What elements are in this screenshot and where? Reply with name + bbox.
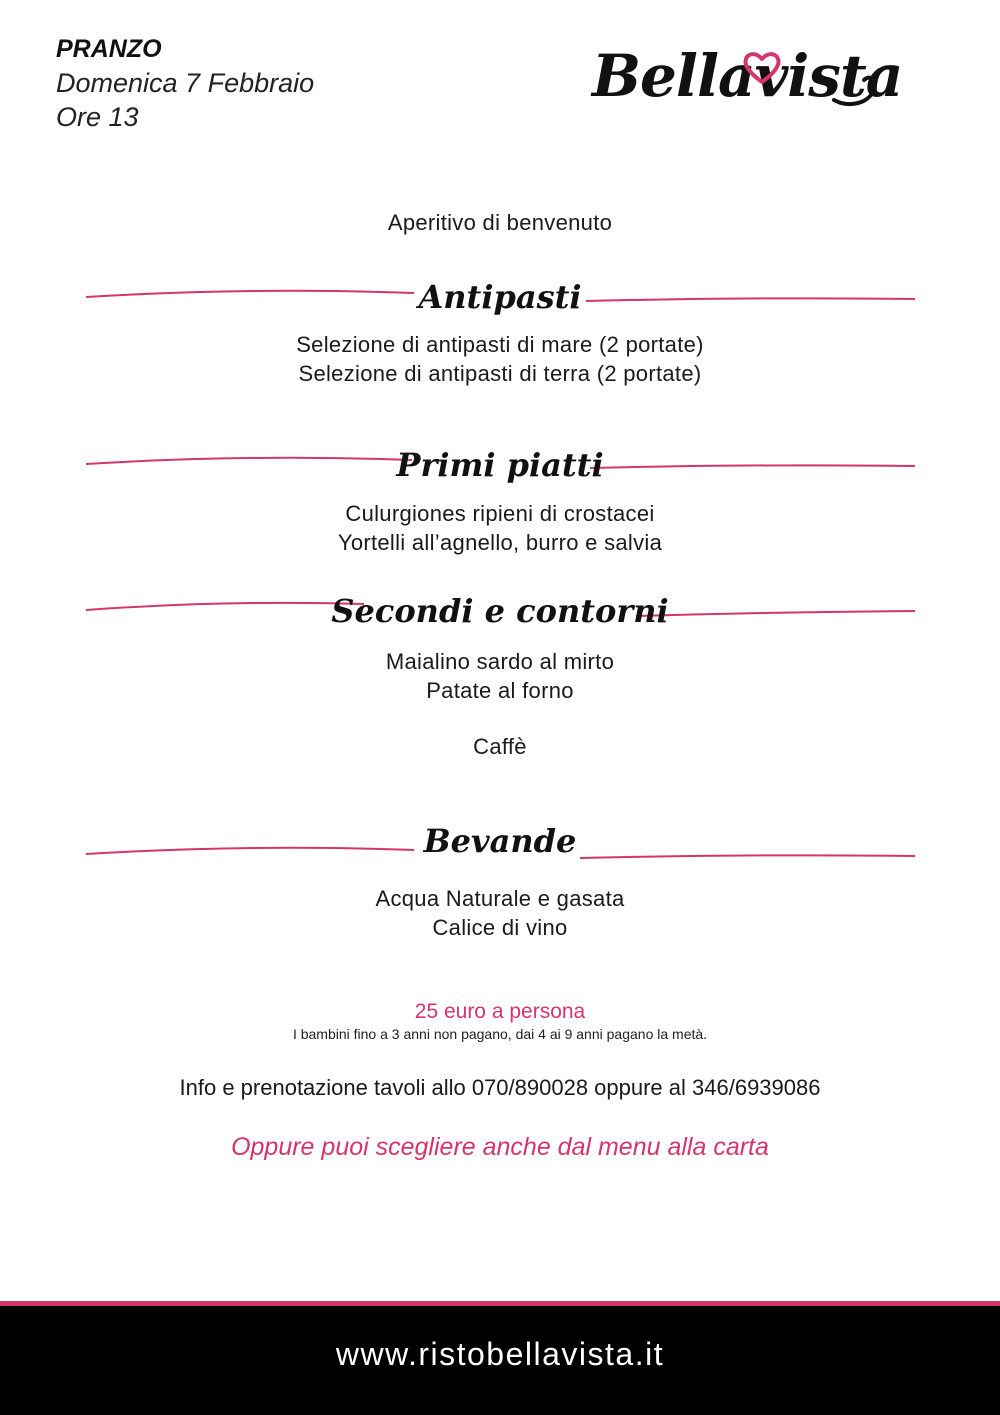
reservation-info: Info e prenotazione tavoli allo 070/890028 oppure al 346/6939086	[179, 1075, 821, 1100]
logo-wordmark: Bellavista	[592, 42, 903, 110]
coffee-item: Caffè	[473, 734, 527, 759]
meal-label: PRANZO	[56, 35, 162, 63]
secondi-item: Patate al forno	[426, 678, 574, 703]
section-title-primi: Primi piatti	[396, 446, 604, 484]
bevande-item: Calice di vino	[432, 915, 568, 940]
section-title-antipasti: Antipasti	[418, 278, 582, 316]
event-date: Domenica 7 Febbraio	[56, 68, 315, 98]
bevande-item: Acqua Naturale e gasata	[375, 886, 625, 911]
section-title-bevande: Bevande	[423, 822, 577, 860]
footer	[0, 1306, 1000, 1415]
welcome-aperitivo: Aperitivo di benvenuto	[387, 210, 613, 235]
children-pricing-note: I bambini fino a 3 anni non pagano, dai 4 ai 9 anni pagano la metà.	[292, 1026, 708, 1042]
section-title-secondi: Secondi e contorni	[331, 592, 669, 630]
price-per-person: 25 euro a persona	[414, 1000, 586, 1023]
website-link[interactable]: www.ristobellavista.it	[335, 1336, 665, 1372]
secondi-item: Maialino sardo al mirto	[385, 649, 615, 674]
event-time: Ore 13	[56, 102, 139, 132]
a-la-carte-note: Oppure puoi scegliere anche dal menu alla carta	[231, 1133, 769, 1161]
primi-item: Culurgiones ripieni di crostacei	[345, 501, 655, 526]
event-info	[56, 32, 314, 134]
antipasti-item: Selezione di antipasti di terra (2 portate)	[298, 361, 702, 386]
logo-swash	[828, 60, 888, 120]
antipasti-item: Selezione di antipasti di mare (2 portate)	[296, 332, 704, 357]
primi-item: Yortelli all’agnello, burro e salvia	[337, 530, 663, 555]
heart-icon	[742, 50, 782, 86]
bellavista-logo	[592, 28, 903, 128]
